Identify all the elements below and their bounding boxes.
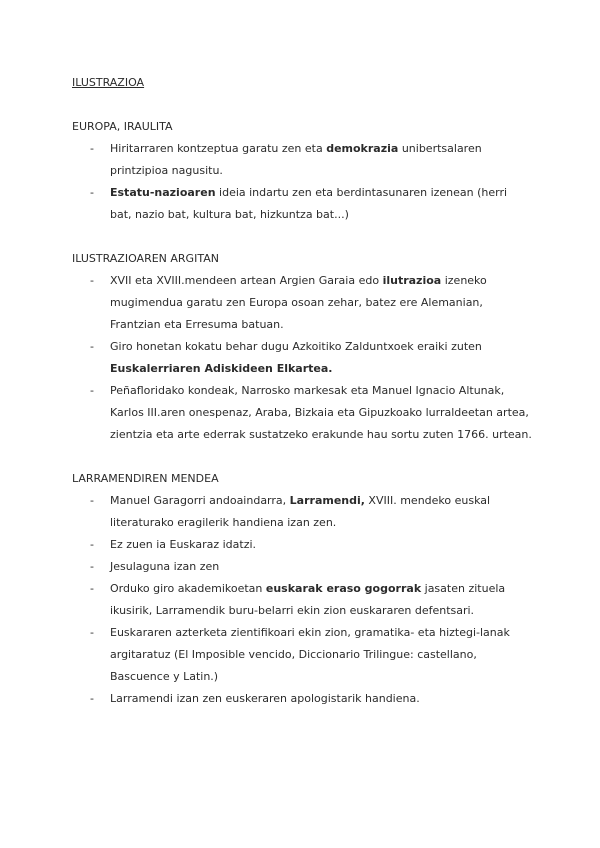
- bold-text: Estatu-nazioaren: [110, 186, 216, 199]
- document-title: ILUSTRAZIOA: [72, 76, 145, 89]
- list-item: [72, 380, 532, 446]
- text: Jesulaguna izan zen: [110, 560, 220, 573]
- text: jasaten zituela ikusirik, Larramendik buru-belarri ekin zion euskararen defentsari.: [110, 582, 506, 617]
- bullet-list: [72, 138, 532, 226]
- text: izeneko mugimendua garatu zen Europa osoan zehar, batez ere Alemanian, Frantzian eta Erresuma batuan.: [110, 274, 487, 331]
- list-item: [72, 270, 532, 336]
- text: Giro honetan kokatu behar dugu Azkoitiko Zalduntxoek eraiki zuten: [110, 340, 482, 353]
- sections-container: [72, 116, 532, 710]
- text: unibertsalaren printzipioa nagusitu.: [110, 142, 482, 177]
- list-item: [72, 534, 532, 556]
- text: XVIII. mendeko euskal literaturako eragilerik handiena izan zen.: [110, 494, 491, 529]
- text: Euskararen azterketa zientifikoari ekin zion, gramatika- eta hiztegi-lanak argitaratuz (El Imposible vencido, Diccionario Trilingue: castellano, Bascuence y Latin.): [110, 626, 510, 683]
- text: Larramendi izan zen euskeraren apologistarik handiena.: [110, 692, 420, 705]
- bold-text: euskarak eraso gogorrak: [265, 582, 422, 595]
- section-heading: ILUSTRAZIOAREN ARGITAN: [72, 252, 219, 265]
- bold-text: demokrazia: [326, 142, 399, 155]
- list-item: [72, 556, 532, 578]
- section: [72, 116, 532, 226]
- list-item: [72, 578, 532, 622]
- document-page: [72, 72, 532, 732]
- text: Ez zuen ia Euskaraz idatzi.: [110, 538, 257, 551]
- list-item: [72, 182, 532, 226]
- bold-text: Euskalerriaren Adiskideen Elkartea.: [110, 362, 333, 375]
- text: Manuel Garagorri andoaindarra,: [110, 494, 290, 507]
- list-item: [72, 138, 532, 182]
- section: [72, 468, 532, 710]
- text: Orduko giro akademikoetan: [110, 582, 266, 595]
- section: [72, 248, 532, 446]
- text: ideia indartu zen eta berdintasunaren izenean (herri bat, nazio bat, kultura bat, hizkuntza bat...): [110, 186, 508, 221]
- section-heading: EUROPA, IRAULITA: [72, 120, 173, 133]
- bullet-list: [72, 490, 532, 710]
- bold-text: ilutrazioa: [382, 274, 442, 287]
- text: Peñafloridako kondeak, Narrosko markesak eta Manuel Ignacio Altunak, Karlos III.aren onespenaz, Araba, Bizkaia eta Gipuzkoako lurraldeetan artea, zientzia eta arte ederrak sustatzeko erakunde hau sortu zuten 1766. urtean.: [110, 384, 532, 441]
- text: XVII eta XVIII.mendeen artean Argien Garaia edo: [110, 274, 383, 287]
- list-item: [72, 336, 532, 380]
- bold-text: Larramendi,: [289, 494, 365, 507]
- list-item: [72, 688, 532, 710]
- bullet-list: [72, 270, 532, 446]
- list-item: [72, 490, 532, 534]
- text: Hiritarraren kontzeptua garatu zen eta: [110, 142, 327, 155]
- list-item: [72, 622, 532, 688]
- section-heading: LARRAMENDIREN MENDEA: [72, 472, 219, 485]
